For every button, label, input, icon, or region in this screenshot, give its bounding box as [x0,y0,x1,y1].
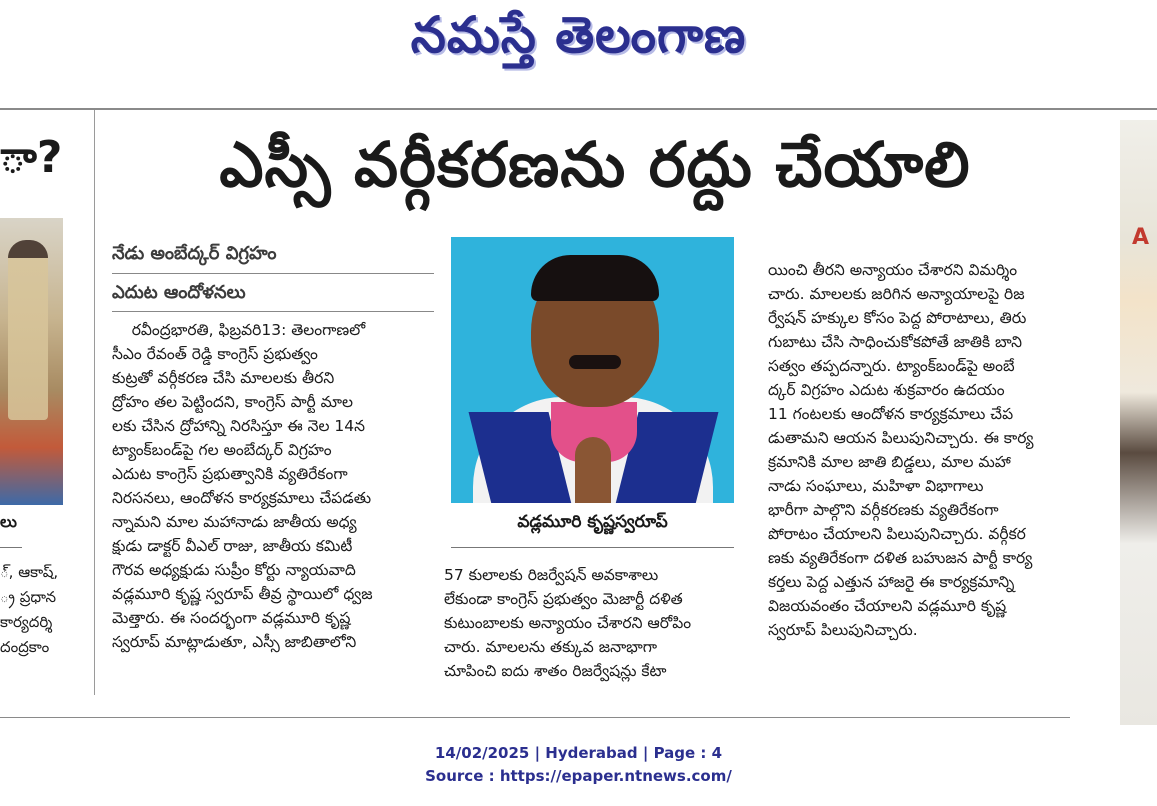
article-column-1 [112,318,434,654]
left-line: ్ర ప్రధాన [0,588,57,606]
text-line: చారు. మాలలను తక్కువ జనాభాగా [444,638,658,656]
left-article-photo [0,218,63,505]
footer-date-page: 14/02/2025 | Hyderabad | Page : 4 [434,744,723,762]
text-line: వడ్లమూరి కృష్ణ స్వరూప్ తీవ్ర స్థాయిలో ధ్వజ [112,585,373,603]
text-line: న్నామని మాల మహానాడు జాతీయ అధ్య [112,513,357,531]
text-line: మెత్తారు. ఈ సందర్భంగా వడ్లమూరి కృష్ణ [112,609,351,627]
text-line: క్షుడు డాక్టర్ వీఎల్ రాజు, జాతీయ కమిటీ [112,537,353,555]
text-line: ఎదుట కాంగ్రెస్ ప్రభుత్వానికి వ్యతిరేకంగా [112,465,348,483]
left-article-text [0,560,66,660]
text-line: డుతామని ఆయన పిలుపునిచ్చారు. ఈ కార్య [768,429,1034,447]
left-line: ్, ఆకాష్, [0,563,59,581]
text-line: యించి తీరని అన్యాయం చేశారని విమర్శిం [768,261,1018,279]
left-article-caption: లు [0,512,17,531]
masthead [0,0,1157,80]
article-headline: ఎస్సీ వర్గీకరణను రద్దు చేయాలి [219,128,971,201]
footer-source: Source : https://epaper.ntnews.com/ [425,767,732,785]
text-line: సత్వం తప్పదన్నారు. ట్యాంక్‌బండ్‌పై అంబే [768,357,1015,375]
text-line: కర్తలు పెద్ద ఎత్తున హాజరై ఈ కార్యక్రమాన్ని [768,573,1015,591]
left-line: దంద్రకాం [0,638,50,656]
newspaper-logo: నమస్తే తెలంగాణ [410,6,747,64]
text-line: క్రమానికి మాల జాతి బిడ్డలు, మాల మహా [768,453,1011,471]
text-line: విజయవంతం చేయాలని వడ్లమూరి కృష్ణ [768,597,1007,615]
text-line: లేకుండా కాంగ్రెస్ ప్రభుత్వం మెజార్టీ దళిత [444,590,683,608]
text-line: కుట్రతో వర్గీకరణ చేసి మాలలకు తీరని [112,369,335,387]
column-divider [94,110,95,695]
text-line: లకు చేసిన ద్రోహాన్ని నిరసిస్తూ ఈ నెల 14న [112,417,365,435]
photo-caption-rule [451,547,734,548]
text-line: ద్రోహం తల పెట్టిందని, కాంగ్రెస్ పార్టీ మాల [112,393,354,411]
text-line: కుటుంబాలకు అన్యాయం చేశారని ఆరోపిం [444,614,692,632]
text-line: చారు. మాలలకు జరిగిన అన్యాయాలపై రిజ [768,285,1025,303]
text-line: పోరాటం చేయాలని పిలుపునిచ్చారు. వర్గీకర [768,525,1026,543]
bottom-divider [0,717,1070,718]
article-column-3 [768,258,1068,642]
article-column-2 [444,563,744,683]
text-line: ట్యాంక్‌బండ్‌పై గల అంబేద్కర్ విగ్రహం [112,441,332,459]
text-line: సీఎం రేవంత్ రెడ్డి కాంగ్రెస్ ప్రభుత్వం [112,345,318,363]
text-line: రవీంద్రభారతి, ఫిబ్రవరి13: తెలంగాణలో [112,321,366,339]
left-line: కార్యదర్శి [0,613,53,631]
text-line: గుబాటు చేసి సాధించుకోకపోతే జాతికి బాని [768,333,1023,351]
top-divider [0,108,1157,110]
text-line: ద్కర్ విగ్రహం ఎదుట శుక్రవారం ఉదయం [768,381,1005,399]
text-line: నిరసనలు, ఆందోళన కార్యక్రమాలు చేపడతు [112,489,372,507]
text-line: స్వరూప్ మాట్లాడుతూ, ఎస్సీ జాబితాలోని [112,633,357,651]
text-line: నాడు సంఘాలు, మహిళా విభాగాలు [768,477,984,495]
subhead-rule [112,311,434,312]
article-subhead-2: ఎదుట ఆందోళనలు [112,282,246,303]
left-article-headline: ా? [0,132,63,183]
text-line: భారీగా పాల్గొని వర్గీకరణకు వ్యతిరేకంగా [768,501,999,519]
article-subhead-1: నేడు అంబేద్కర్ విగ్రహం [112,243,277,264]
photo-caption: వడ్లమూరి కృష్ణస్వరూప్ [517,512,668,532]
text-line: చూపించి ఐదు శాతం రిజర్వేషన్లు కేటా [444,662,667,680]
article-photo-portrait [451,237,734,503]
text-line: గౌరవ అధ్యక్షుడు సుప్రీం కోర్టు న్యాయవాది [112,561,356,579]
right-article-photo: A [1120,120,1157,725]
text-line: స్వరూప్ పిలుపునిచ్చారు. [768,621,918,639]
text-line: ర్వేషన్ హక్కుల కోసం పెద్ద పోరాటాలు, తిరు [768,309,1027,327]
text-line: ణకు వ్యతిరేకంగా దళిత బహుజన పార్టీ కార్య [768,549,1033,567]
left-caption-rule [0,547,22,548]
text-line: 11 గంటలకు ఆందోళన కార్యక్రమాలు చేప [768,405,1014,423]
text-line: 57 కులాలకు రిజర్వేషన్ అవకాశాలు [444,566,659,584]
subhead-rule [112,273,434,274]
